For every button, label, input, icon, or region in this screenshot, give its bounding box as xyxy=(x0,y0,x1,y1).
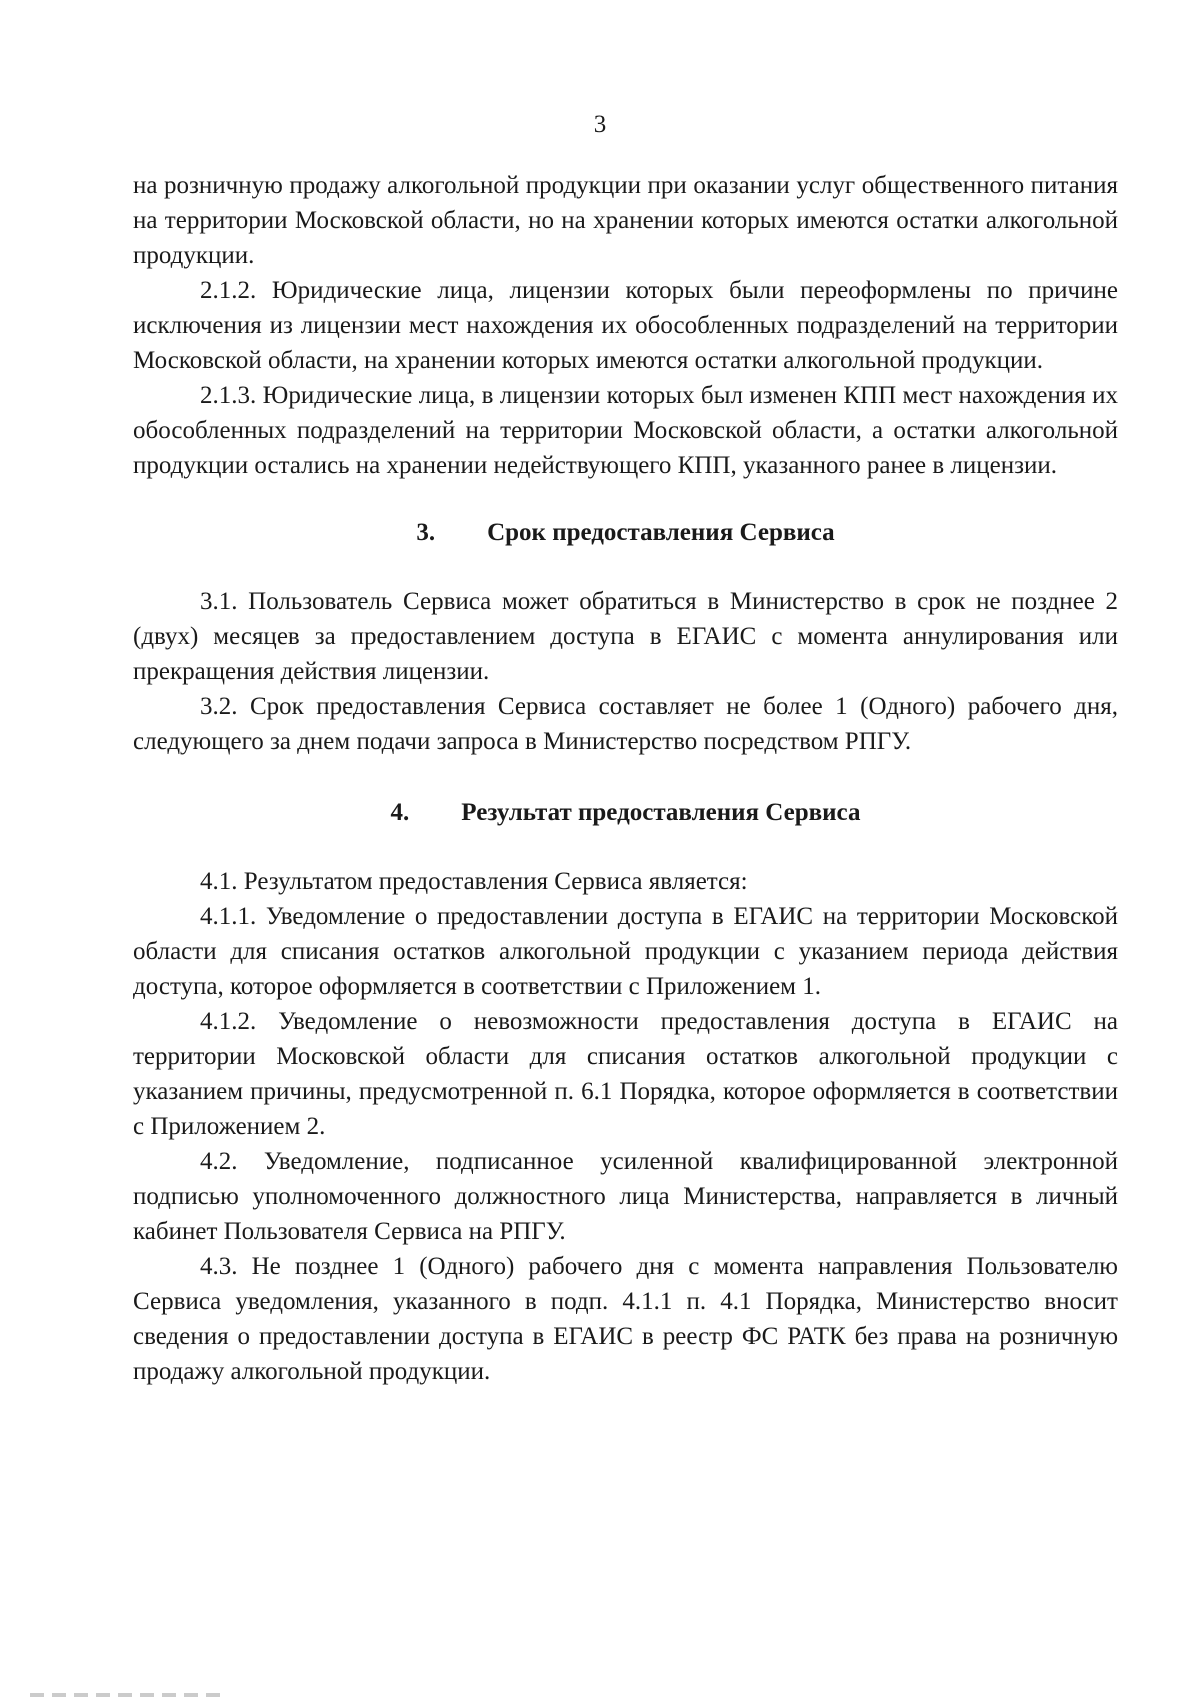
paragraph-3-2: 3.2. Срок предоставления Сервиса составляет не более 1 (Одного) рабочего дня, следующего за днем подачи запроса в Министерство посредством РПГУ. xyxy=(133,693,1118,755)
section-3-number: 3. xyxy=(416,519,436,546)
paragraph-3-1: 3.1. Пользователь Сервиса может обратиться в Министерство в срок не позднее 2 (двух) месяцев за предоставлением доступа в ЕГАИС с момента аннулирования или прекращения действия лицензии. xyxy=(133,588,1118,685)
section-4-number: 4. xyxy=(390,799,410,826)
scan-artifact xyxy=(30,1693,220,1697)
paragraph-4-1-1: 4.1.1. Уведомление о предоставлении доступа в ЕГАИС на территории Московской области для списания остатков алкогольной продукции с указанием периода действия доступа, которое оформляется в соответствии с Приложением 1. xyxy=(133,903,1118,1000)
paragraph-4-1-2: 4.1.2. Уведомление о невозможности предоставления доступа в ЕГАИС на территории Московской области для списания остатков алкогольной продукции с указанием причины, предусмотренной п. 6.1 Порядка, которое оформляется в соответствии с Приложением 2. xyxy=(133,1008,1118,1140)
section-4-title: Результат предоставления Сервиса xyxy=(461,799,861,826)
paragraph-2-1-2: 2.1.2. Юридические лица, лицензии которых были переоформлены по причине исключения из лицензии мест нахождения их обособленных подразделений на территории Московской области, на хранении которых имеются остатки алкогольной продукции. xyxy=(133,277,1118,374)
section-4-heading xyxy=(133,795,1118,830)
page-number: 3 xyxy=(593,111,607,138)
section-3-title: Срок предоставления Сервиса xyxy=(487,519,835,546)
paragraph-2-1-3: 2.1.3. Юридические лица, в лицензии которых был изменен КПП мест нахождения их обособленных подразделений на территории Московской области, а остатки алкогольной продукции остались на хранении недействующего КПП, указанного ранее в лицензии. xyxy=(133,382,1118,479)
paragraph-4-2: 4.2. Уведомление, подписанное усиленной квалифицированной электронной подписью уполномоченного должностного лица Министерства, направляется в личный кабинет Пользователя Сервиса на РПГУ. xyxy=(133,1148,1118,1245)
paragraph-4-1: 4.1. Результатом предоставления Сервиса является: xyxy=(200,868,748,895)
paragraph-continuation: на розничную продажу алкогольной продукции при оказании услуг общественного питания на территории Московской области, но на хранении которых имеются остатки алкогольной продукции. xyxy=(133,172,1118,269)
document-body xyxy=(133,168,1118,1389)
paragraph-4-3: 4.3. Не позднее 1 (Одного) рабочего дня с момента направления Пользователю Сервиса уведомления, указанного в подп. 4.1.1 п. 4.1 Порядка, Министерство вносит сведения о предоставлении доступа в ЕГАИС в реестр ФС РАТК без права на розничную продажу алкогольной продукции. xyxy=(133,1253,1118,1385)
section-3-heading xyxy=(133,515,1118,550)
